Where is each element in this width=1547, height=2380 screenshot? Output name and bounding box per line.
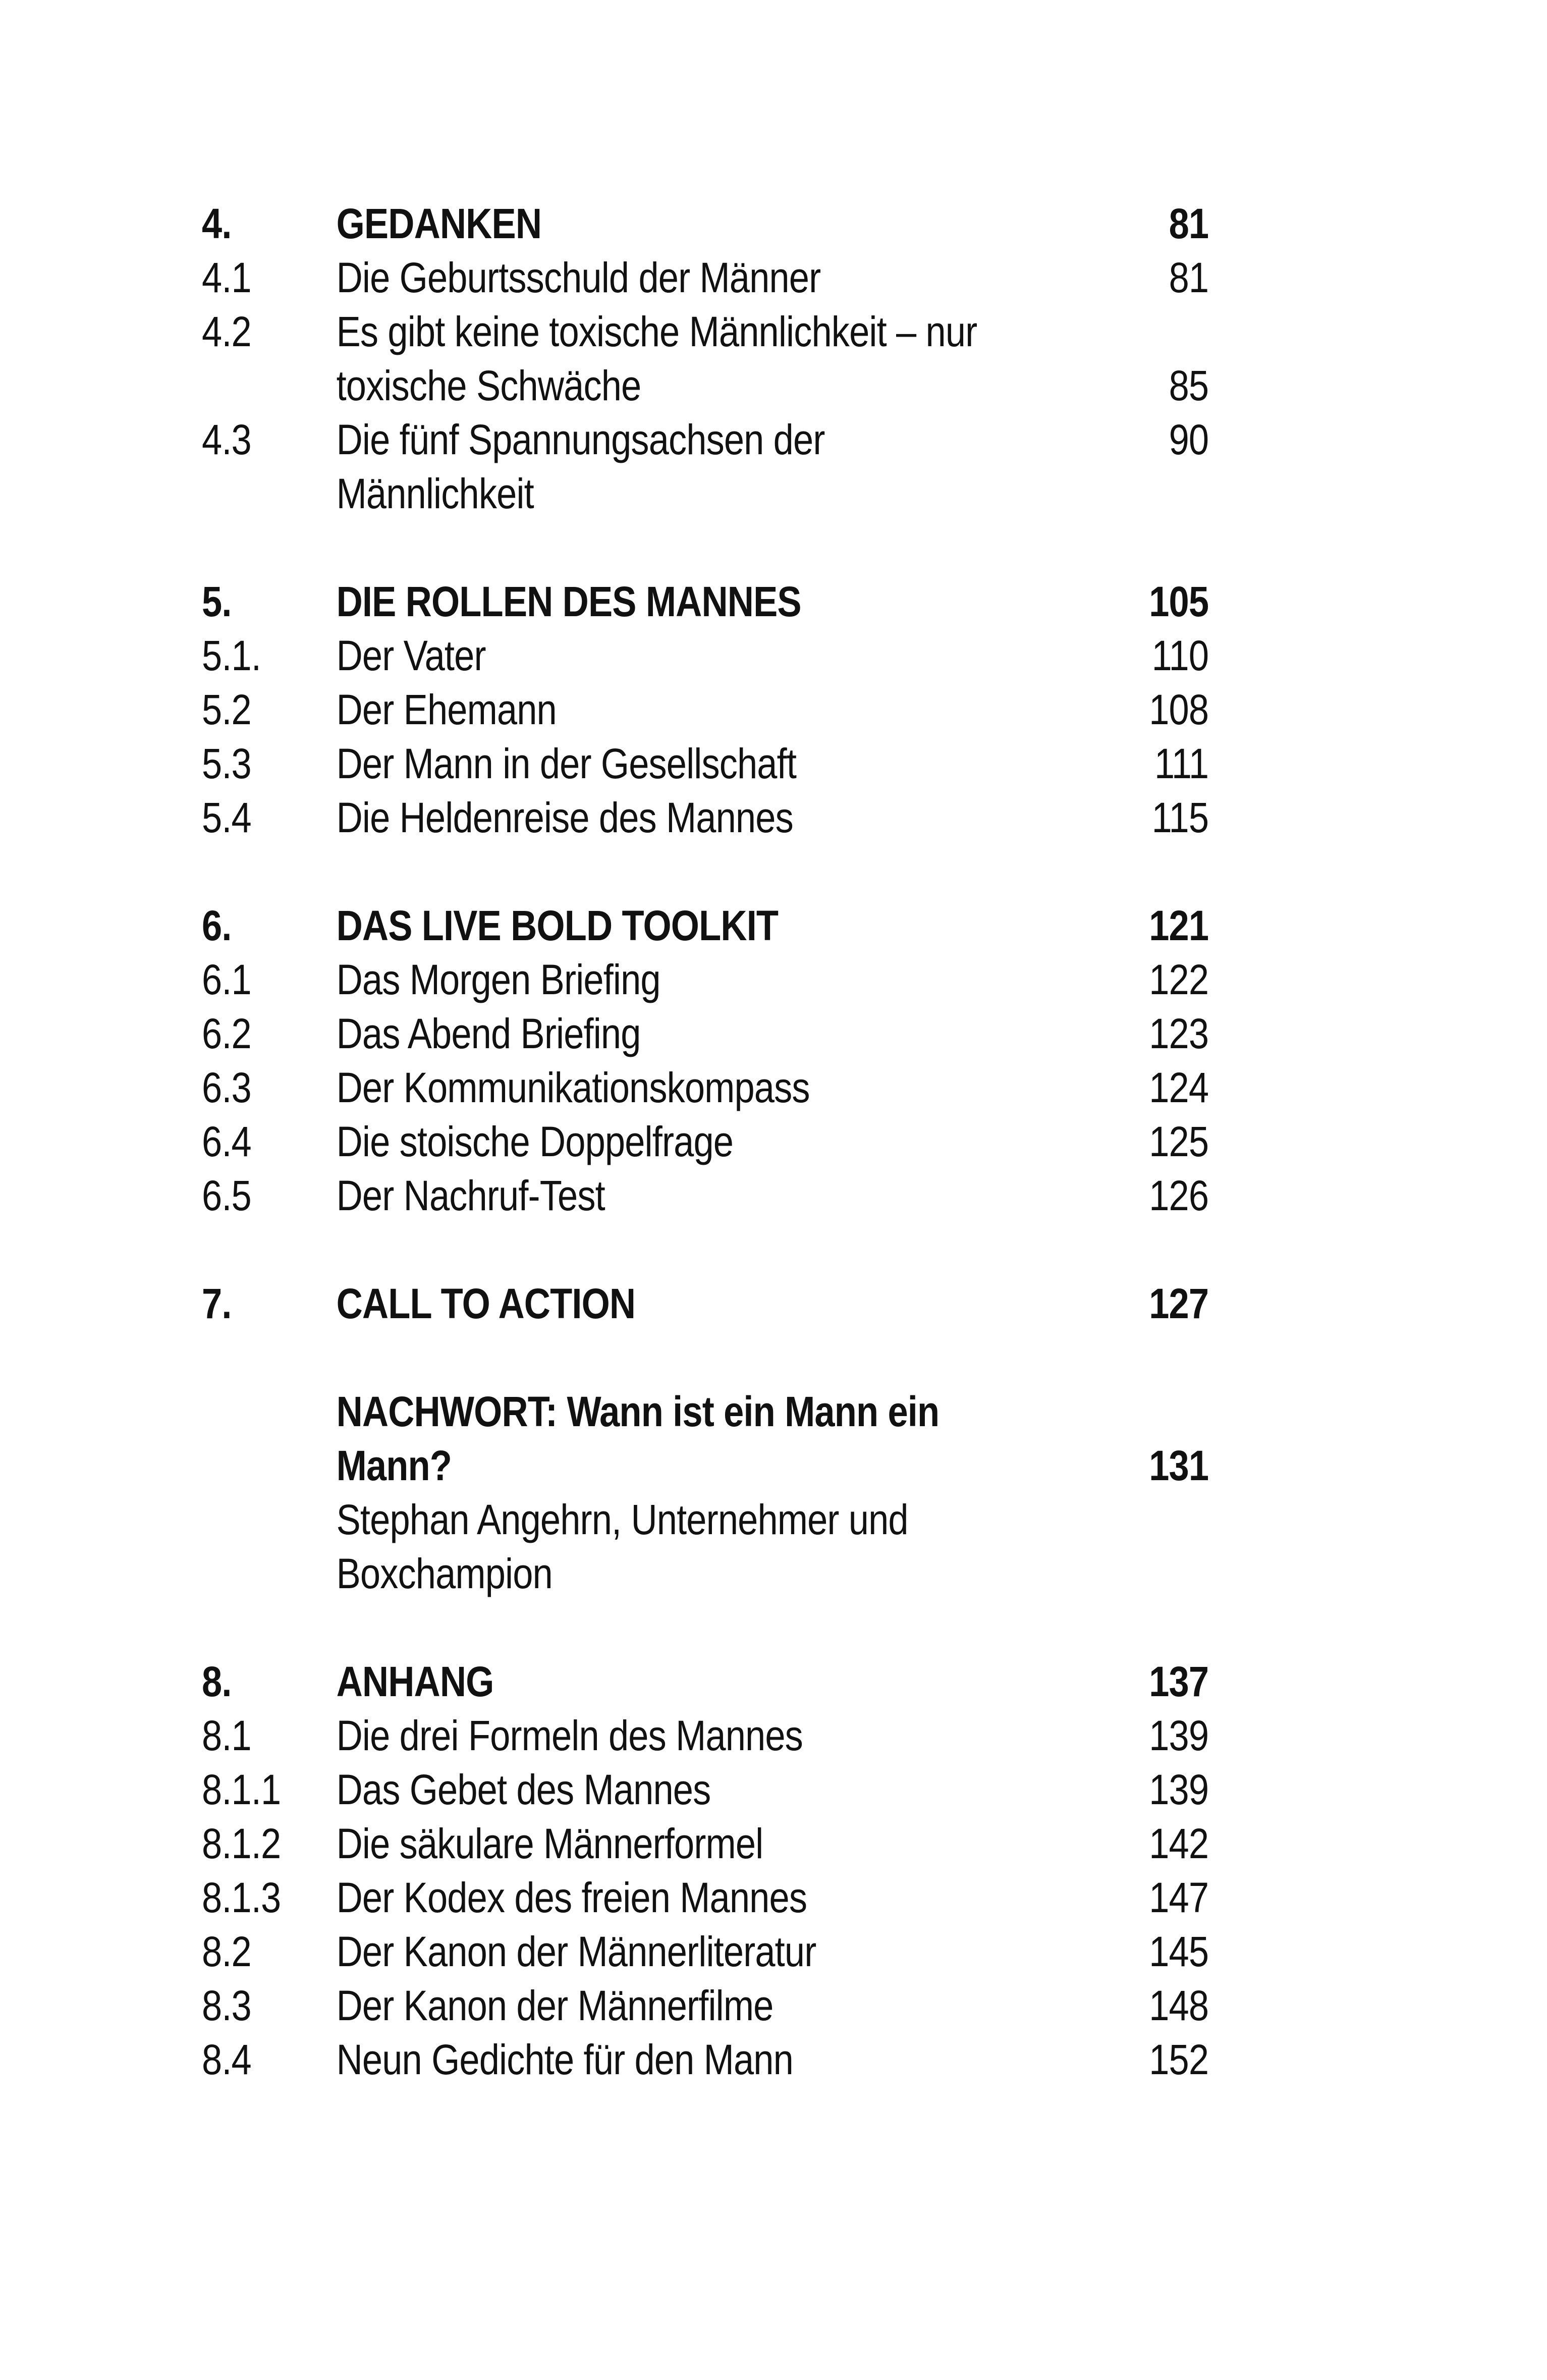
toc-number: 5.2: [202, 686, 251, 733]
toc-entry-row: [202, 1763, 1209, 1817]
toc-page-number: 111: [1154, 740, 1209, 787]
toc-title: Mann?: [336, 1442, 452, 1489]
toc-page-number: 152: [1149, 2036, 1209, 2083]
toc-title: Die fünf Spannungsachsen der: [336, 416, 825, 463]
toc-number: 5.3: [202, 740, 251, 787]
toc-page-number: 90: [1169, 416, 1209, 463]
toc-number: 8.3: [202, 1982, 251, 2029]
toc-number: 8.1.1: [202, 1766, 281, 1813]
toc-page-number: 126: [1149, 1172, 1209, 1219]
toc-number: 5.1.: [202, 632, 261, 679]
toc-entry-row: [202, 359, 1209, 413]
toc-entry-row: [202, 683, 1209, 737]
toc-chapter-row: [202, 899, 1209, 953]
toc-number: 8.: [202, 1658, 232, 1705]
toc-entry-row: [202, 1061, 1209, 1115]
toc-title: Der Kanon der Männerfilme: [336, 1982, 774, 2029]
toc-spacer: [202, 845, 1070, 899]
toc-chapter-row: [202, 1439, 1209, 1493]
toc-number: 4.1: [202, 254, 251, 301]
toc-entry-row: [202, 2033, 1209, 2087]
toc-title: Die Geburtsschuld der Männer: [336, 254, 821, 301]
toc-title: toxische Schwäche: [336, 362, 641, 409]
toc-page-number: 81: [1169, 254, 1209, 301]
toc-title: Stephan Angehrn, Unternehmer und: [336, 1496, 908, 1543]
toc-page-number: 121: [1149, 902, 1209, 949]
toc-title: Die Heldenreise des Mannes: [336, 794, 793, 841]
toc-title: Der Ehemann: [336, 686, 557, 733]
toc-page-number: 108: [1149, 686, 1209, 733]
toc-spacer: [202, 521, 1070, 575]
toc-page-number: 115: [1151, 794, 1209, 841]
toc-entry-row: [202, 251, 1209, 305]
toc-entry-row: [202, 737, 1209, 791]
toc-entry-row: [202, 1547, 1070, 1601]
toc-spacer: [202, 1601, 1070, 1655]
toc-title: Der Mann in der Gesellschaft: [336, 740, 797, 787]
toc-title: Das Abend Briefing: [336, 1010, 641, 1057]
toc-title: Der Nachruf-Test: [336, 1172, 605, 1219]
toc-number: 6.5: [202, 1172, 251, 1219]
toc-title: Die stoische Doppelfrage: [336, 1118, 734, 1165]
toc-entry-row: [202, 953, 1209, 1007]
toc-entry-row: [202, 1709, 1209, 1763]
toc-chapter-row: [202, 1277, 1209, 1331]
toc-title: Männlichkeit: [336, 470, 534, 517]
toc-page-number: 85: [1169, 362, 1209, 409]
toc-number: 6.1: [202, 956, 251, 1003]
toc-page-number: 125: [1149, 1118, 1209, 1165]
table-of-contents: [202, 197, 1211, 2087]
toc-page-number: 137: [1149, 1658, 1209, 1705]
toc-title: ANHANG: [336, 1658, 494, 1705]
toc-title: Das Gebet des Mannes: [336, 1766, 711, 1813]
toc-entry-row: [202, 1493, 1070, 1547]
toc-page-number: 139: [1149, 1766, 1209, 1813]
toc-number: 8.1.3: [202, 1874, 281, 1921]
toc-number: 5.4: [202, 794, 251, 841]
toc-number: 8.4: [202, 2036, 251, 2083]
toc-entry-row: [202, 1979, 1209, 2033]
toc-page-number: 122: [1149, 956, 1209, 1003]
toc-number: 4.: [202, 200, 232, 247]
toc-number: 8.2: [202, 1928, 251, 1975]
toc-spacer: [202, 1331, 1070, 1385]
toc-page-number: 147: [1149, 1874, 1209, 1921]
toc-entry-row: [202, 1871, 1209, 1925]
toc-entry-row: [202, 467, 1070, 521]
toc-chapter-row: [202, 1655, 1209, 1709]
toc-number: 6.2: [202, 1010, 251, 1057]
toc-number: 6.3: [202, 1064, 251, 1111]
toc-page-number: 124: [1149, 1064, 1209, 1111]
toc-number: 8.1: [202, 1712, 251, 1759]
toc-spacer: [202, 1223, 1070, 1277]
toc-number: 4.2: [202, 308, 251, 355]
toc-chapter-row: [202, 1385, 1070, 1439]
toc-entry-row: [202, 1925, 1209, 1979]
toc-title: Der Kommunikationskompass: [336, 1064, 810, 1111]
toc-entry-row: [202, 1115, 1209, 1169]
toc-entry-row: [202, 413, 1209, 467]
toc-title: GEDANKEN: [336, 200, 542, 247]
toc-page-number: 131: [1149, 1442, 1209, 1489]
toc-page-number: 127: [1149, 1280, 1209, 1327]
toc-page-number: 81: [1169, 200, 1209, 247]
toc-title: Neun Gedichte für den Mann: [336, 2036, 793, 2083]
toc-title: Der Kodex des freien Mannes: [336, 1874, 807, 1921]
toc-title: NACHWORT: Wann ist ein Mann ein: [336, 1388, 940, 1435]
toc-title: Boxchampion: [336, 1550, 553, 1597]
toc-page-number: 105: [1149, 578, 1209, 625]
toc-title: Das Morgen Briefing: [336, 956, 660, 1003]
toc-chapter-row: [202, 197, 1209, 251]
toc-page-number: 139: [1149, 1712, 1209, 1759]
toc-chapter-row: [202, 575, 1209, 629]
toc-entry-row: [202, 1007, 1209, 1061]
toc-title: Der Kanon der Männerliteratur: [336, 1928, 816, 1975]
toc-number: 6.: [202, 902, 232, 949]
toc-number: 6.4: [202, 1118, 251, 1165]
toc-number: 5.: [202, 578, 232, 625]
toc-entry-row: [202, 305, 1070, 359]
toc-title: CALL TO ACTION: [336, 1280, 636, 1327]
toc-title: Die säkulare Männerformel: [336, 1820, 763, 1867]
toc-entry-row: [202, 791, 1209, 845]
toc-entry-row: [202, 1817, 1209, 1871]
toc-title: Es gibt keine toxische Männlichkeit – nur: [336, 308, 977, 355]
toc-title: DAS LIVE BOLD TOOLKIT: [336, 902, 779, 949]
toc-title: DIE ROLLEN DES MANNES: [336, 578, 801, 625]
toc-number: 8.1.2: [202, 1820, 281, 1867]
toc-number: 7.: [202, 1280, 232, 1327]
toc-page-number: 145: [1149, 1928, 1209, 1975]
toc-entry-row: [202, 1169, 1209, 1223]
toc-title: Der Vater: [336, 632, 486, 679]
toc-page-number: 123: [1149, 1010, 1209, 1057]
toc-page-number: 148: [1149, 1982, 1209, 2029]
toc-title: Die drei Formeln des Mannes: [336, 1712, 803, 1759]
toc-page-number: 142: [1149, 1820, 1209, 1867]
toc-entry-row: [202, 629, 1209, 683]
toc-number: 4.3: [202, 416, 251, 463]
toc-page-number: 110: [1151, 632, 1209, 679]
